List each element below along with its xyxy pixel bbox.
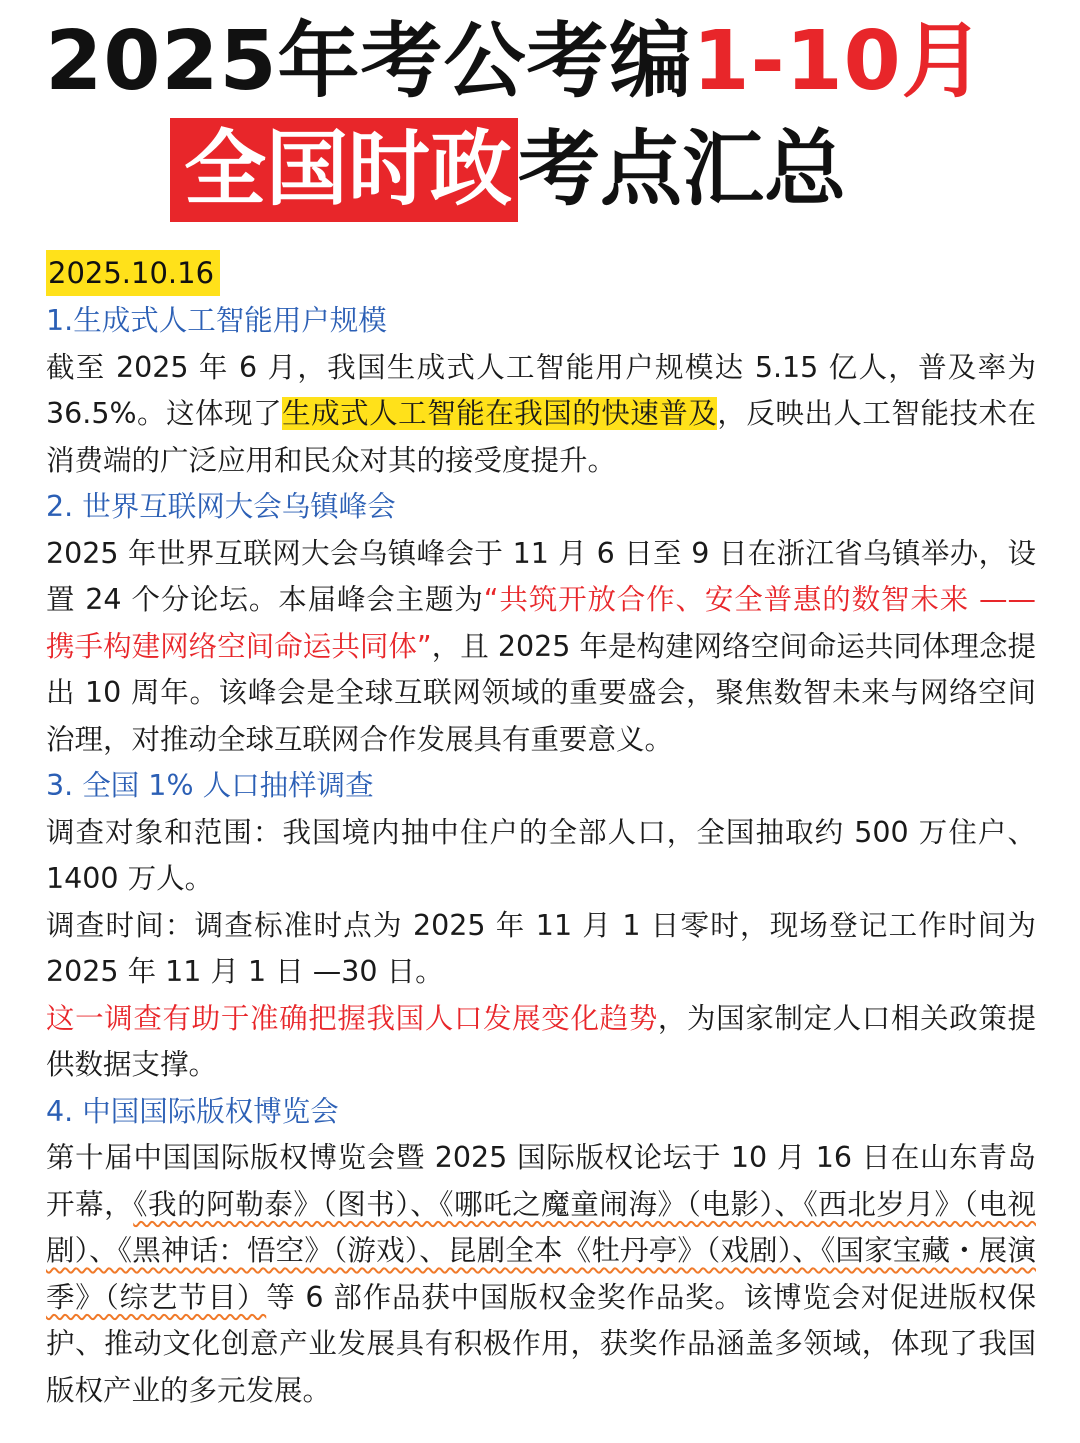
section-4-text-b: 等 6 部作品获中国版权金奖作品奖。该博览会对促进版权保护、推动文化创意产业发展具有积极作用，获奖作品涵盖多领域，体现了我国版权产业的多元发展。 bbox=[46, 1280, 1036, 1407]
section-1-text-b: ，反映出人工智能技术在消费端的广泛应用和民众对其的接受度提升。 bbox=[46, 397, 1036, 477]
title-line-1-black: 2025年考公考编 bbox=[45, 14, 693, 109]
section-3-paragraph-1: 调查对象和范围：我国境内抽中住户的全部人口，全国抽取约 500 万住户、1400 万人。 bbox=[46, 815, 1036, 895]
section-3-paragraph-3 bbox=[46, 996, 1036, 1089]
section-2-text-a: 2025 年世界互联网大会乌镇峰会于 11 月 6 日至 9 日在浙江省乌镇举办，设置 24 个分论坛。本届峰会主题为 bbox=[46, 536, 1036, 616]
title-red-box: 全国时政 bbox=[170, 118, 518, 222]
article-body bbox=[46, 250, 1036, 1414]
section-1-paragraph bbox=[46, 345, 1036, 485]
section-4-award-list: 《我的阿勒泰》（图书）、《哪吒之魔童闹海》（电影）、《西北岁月》（电视剧）、《黑神话：悟空》（游戏）、昆剧全本《牡丹亭》（戏剧）、《国家宝藏・展演季》（综艺节目） bbox=[46, 1187, 1036, 1314]
section-3-text-b: ，为国家制定人口相关政策提供数据支撑。 bbox=[46, 1001, 1036, 1081]
title-line-2-black: 考点汇总 bbox=[518, 122, 847, 217]
title-line-2 bbox=[170, 118, 846, 222]
section-3-paragraph-2: 调查时间：调查标准时点为 2025 年 11 月 1 日零时，现场登记工作时间为 2025 年 11 月 1 日 —30 日。 bbox=[46, 908, 1036, 988]
date-badge: 2025.10.16 bbox=[46, 250, 220, 296]
section-4-paragraph bbox=[46, 1135, 1036, 1414]
section-3-heading: 3. 全国 1% 人口抽样调查 bbox=[46, 769, 374, 802]
section-2-paragraph bbox=[46, 531, 1036, 764]
section-2-heading: 2. 世界互联网大会乌镇峰会 bbox=[46, 490, 396, 523]
section-2-theme-red: “共筑开放合作、安全普惠的数智未来 —— 携手构建网络空间命运共同体” bbox=[46, 583, 1037, 663]
title-line-1 bbox=[0, 14, 1030, 110]
section-3-red-text: 这一调查有助于准确把握我国人口发展变化趋势 bbox=[46, 1001, 658, 1035]
section-1-heading: 1.生成式人工智能用户规模 bbox=[46, 304, 387, 337]
section-4-text-a: 第十届中国国际版权博览会暨 2025 国际版权论坛于 10 月 16 日在山东青岛开幕， bbox=[46, 1141, 1036, 1221]
section-1-text-a: 截至 2025 年 6 月，我国生成式人工智能用户规模达 5.15 亿人，普及率为 36.5%。这体现了 bbox=[46, 350, 1036, 430]
section-2-text-b: ，且 2025 年是构建网络空间命运共同体理念提出 10 周年。该峰会是全球互联网领域的重要盛会，聚焦数智未来与网络空间治理，对推动全球互联网合作发展具有重要意义。 bbox=[46, 629, 1036, 756]
section-4-heading: 4. 中国国际版权博览会 bbox=[46, 1094, 339, 1128]
title-line-1-red: 1-10月 bbox=[692, 14, 985, 109]
section-1-highlight: 生成式人工智能在我国的快速普及 bbox=[282, 397, 718, 430]
